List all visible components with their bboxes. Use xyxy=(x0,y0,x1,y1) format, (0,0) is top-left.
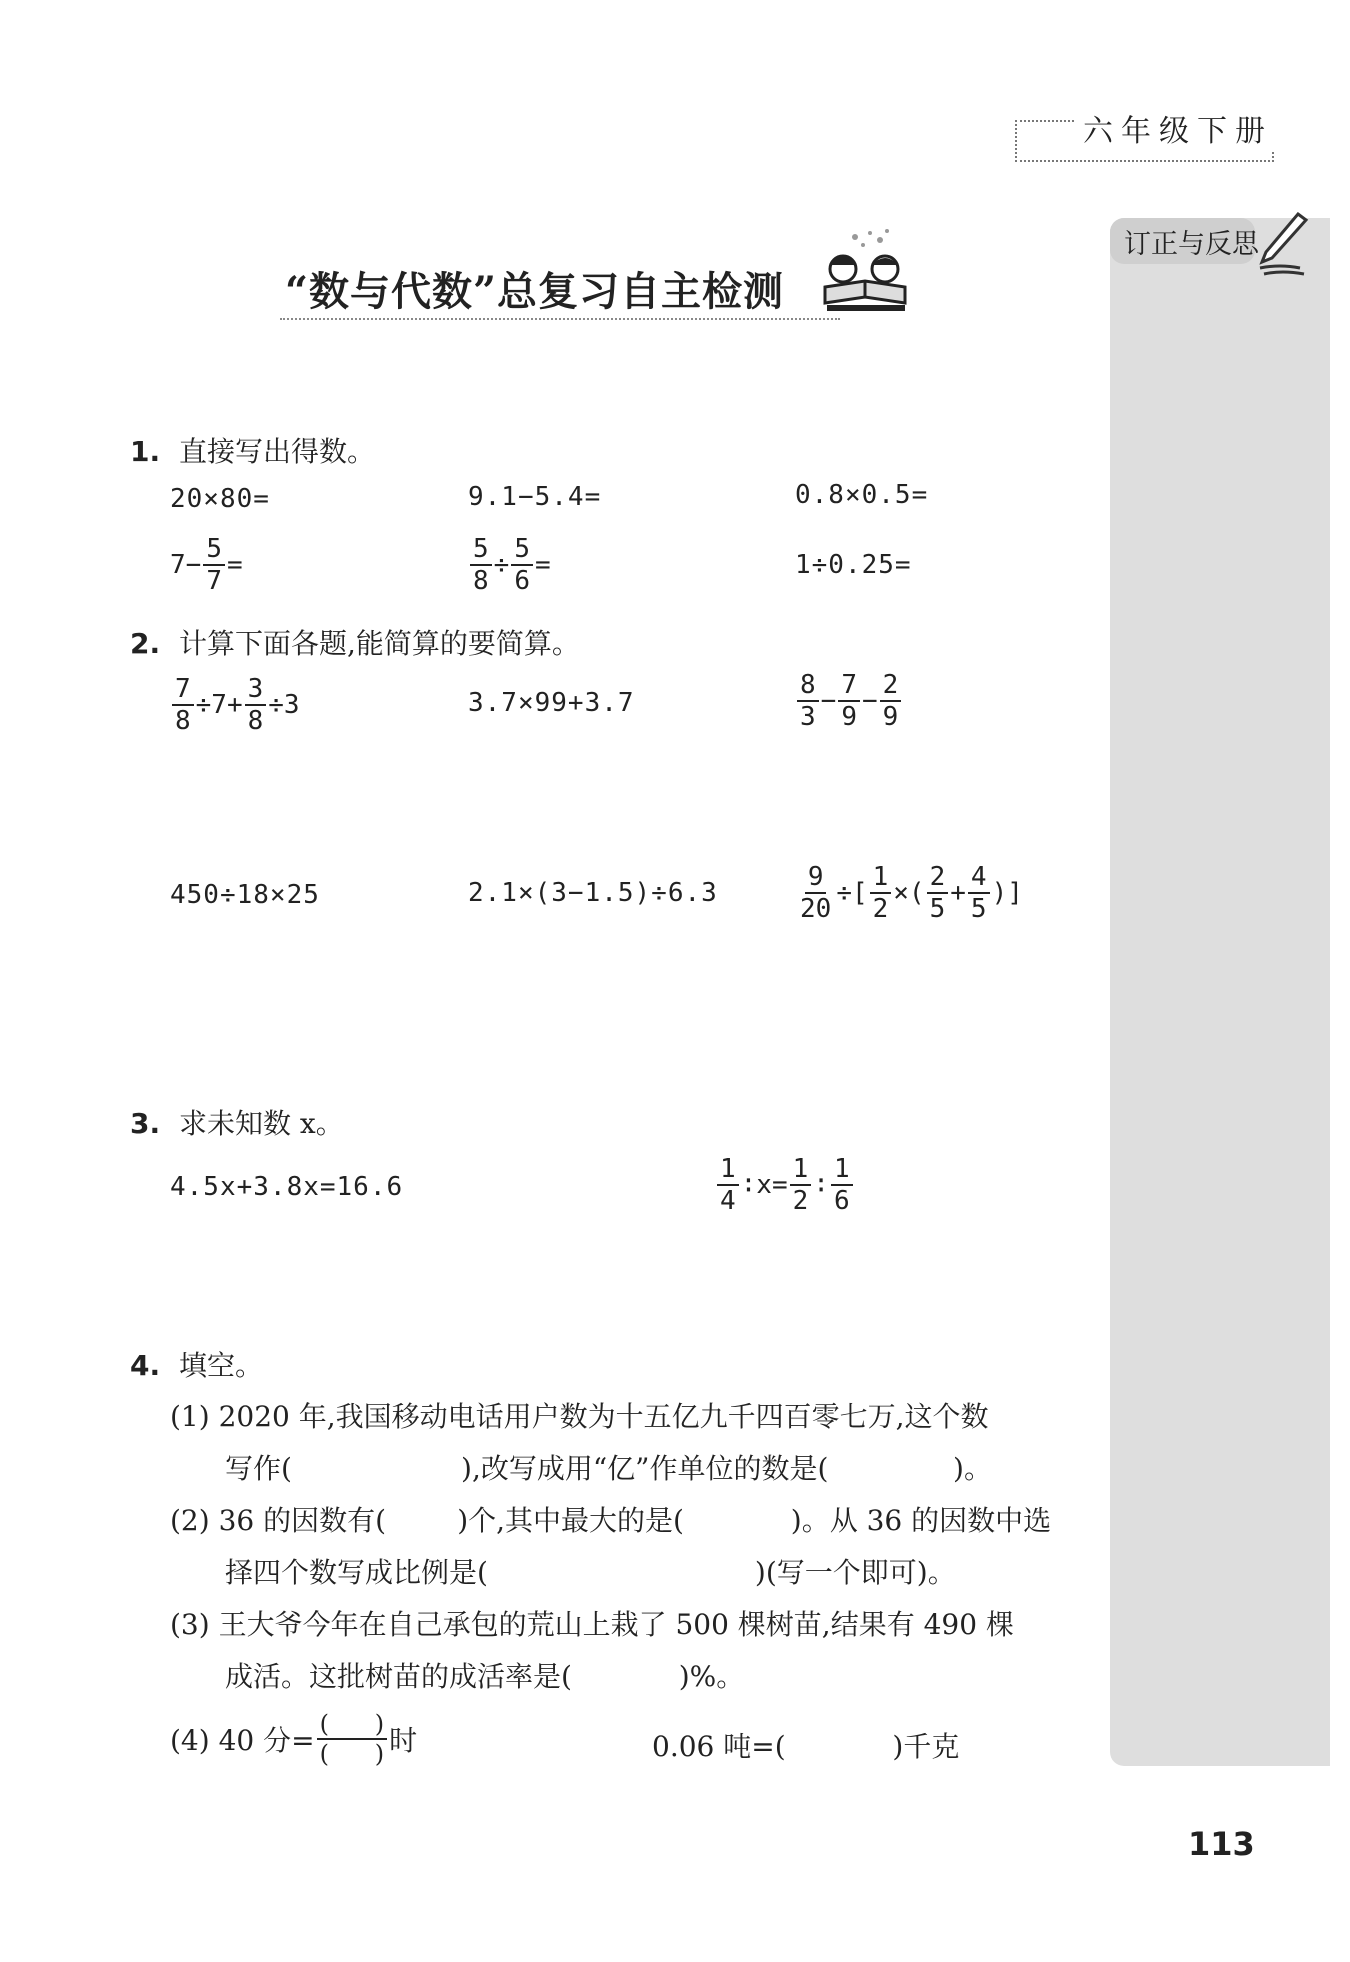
q1-item-2: 9.1−5.4= xyxy=(468,482,602,512)
numerator: 7 xyxy=(838,672,860,702)
operator: ×( xyxy=(893,878,925,908)
q2-expr-1 xyxy=(170,676,300,734)
q1-f2-fraction-2 xyxy=(511,536,533,594)
operator: ÷[ xyxy=(836,878,868,908)
numerator: 5 xyxy=(470,536,492,566)
operator: − xyxy=(820,686,837,716)
q3-number: 3. xyxy=(130,1107,161,1140)
q1-item-6: 1÷0.25= xyxy=(795,550,912,580)
q1-item-3: 0.8×0.5= xyxy=(795,480,929,510)
q1-f1-fraction xyxy=(203,536,225,594)
denominator: 6 xyxy=(833,1186,850,1216)
q1-f1-left: 7− xyxy=(170,550,202,580)
operator: ÷7+ xyxy=(195,690,243,720)
sidebar-label: 订正与反思 xyxy=(1124,229,1259,260)
q1-f2-fraction-1 xyxy=(470,536,492,594)
fraction xyxy=(880,672,902,730)
fraction xyxy=(245,676,267,734)
fraction xyxy=(797,864,834,922)
q1-f2-op: ÷ xyxy=(493,550,510,580)
fraction xyxy=(790,1156,812,1214)
grade-label: 六年级下册 xyxy=(1075,106,1281,150)
q2-expr-3 xyxy=(795,672,903,730)
denominator: 2 xyxy=(792,1186,809,1216)
numerator: 1 xyxy=(831,1156,853,1186)
q4-part3-line1: (3) 王大爷今年在自己承包的荒山上栽了 500 棵树苗,结果有 490 棵 xyxy=(170,1608,1014,1641)
operator: + xyxy=(950,878,966,908)
page-number: 113 xyxy=(1188,1825,1255,1863)
q4-part4-unit: 时 xyxy=(389,1724,418,1757)
q4-part1-line1: (1) 2020 年,我国移动电话用户数为十五亿九千四百零七万,这个数 xyxy=(170,1400,989,1433)
denominator: 8 xyxy=(247,706,264,736)
numerator: 7 xyxy=(172,676,194,706)
numerator: 2 xyxy=(927,864,949,894)
q1-text: 直接写出得数。 xyxy=(179,435,376,468)
page-title: “数与代数”总复习自主检测 xyxy=(285,268,785,315)
q2-heading xyxy=(130,622,580,662)
q2-expr-6 xyxy=(795,864,1023,922)
q1-item-4 xyxy=(170,536,243,594)
denominator: 6 xyxy=(514,566,530,596)
q3-equation-1: 4.5x+3.8x=16.6 xyxy=(170,1172,404,1202)
denominator: 7 xyxy=(206,566,222,596)
q1-number: 1. xyxy=(130,435,161,468)
operator: )] xyxy=(991,878,1023,908)
q4-part3-line2: 成活。这批树苗的成活率是( )%。 xyxy=(225,1660,745,1693)
q2-number: 2. xyxy=(130,627,161,660)
denominator: 9 xyxy=(841,702,857,732)
numerator: 5 xyxy=(511,536,533,566)
q4-part4-prefix: (4) 40 分= xyxy=(170,1724,315,1757)
q4-part2-line2: 择四个数写成比例是( )(写一个即可)。 xyxy=(225,1556,956,1589)
q4-part4-left xyxy=(170,1712,417,1766)
fraction xyxy=(797,672,819,730)
operator: − xyxy=(861,686,878,716)
q4-part1-line2: 写作( ),改写成用“亿”作单位的数是( )。 xyxy=(225,1452,992,1485)
fraction xyxy=(870,864,892,922)
numerator: 4 xyxy=(968,864,990,894)
q4-number: 4. xyxy=(130,1349,161,1382)
numerator: 3 xyxy=(245,676,267,706)
operator: ÷3 xyxy=(268,690,300,720)
fraction xyxy=(172,676,194,734)
q1-f1-eq: = xyxy=(226,550,243,580)
denominator: 4 xyxy=(720,1186,736,1216)
numerator: 2 xyxy=(880,672,902,702)
fraction xyxy=(927,864,949,922)
denominator-blank: ( ) xyxy=(319,1740,385,1768)
fraction xyxy=(831,1156,853,1214)
numerator: 1 xyxy=(717,1156,739,1186)
denominator: 5 xyxy=(970,894,987,924)
q4-part4-fraction-blank xyxy=(317,1712,388,1766)
q2-expr-5: 2.1×(3−1.5)÷6.3 xyxy=(468,878,718,908)
q3-equation-2 xyxy=(715,1156,855,1214)
fraction xyxy=(968,864,990,922)
denominator: 2 xyxy=(872,894,889,924)
q2-expr-2: 3.7×99+3.7 xyxy=(468,688,635,718)
q4-part4-right: 0.06 吨=( )千克 xyxy=(652,1730,960,1763)
q2-text: 计算下面各题,能简算的要简算。 xyxy=(179,627,580,660)
q1-f2-eq: = xyxy=(534,550,551,580)
denominator: 3 xyxy=(800,702,816,732)
fraction xyxy=(717,1156,739,1214)
denominator: 8 xyxy=(473,566,489,596)
operator: ∶x= xyxy=(740,1170,788,1200)
denominator: 9 xyxy=(882,702,899,732)
fraction xyxy=(838,672,860,730)
q1-item-5 xyxy=(468,536,551,594)
numerator: 1 xyxy=(870,864,892,894)
operator: ∶ xyxy=(813,1170,829,1200)
numerator: 1 xyxy=(790,1156,812,1186)
title-underline xyxy=(280,318,840,320)
reading-kids-illustration xyxy=(815,225,915,315)
denominator: 8 xyxy=(175,706,191,736)
numerator: 9 xyxy=(805,864,827,894)
q1-heading xyxy=(130,430,375,470)
q4-part2-line1: (2) 36 的因数有( )个,其中最大的是( )。从 36 的因数中选 xyxy=(170,1504,1052,1537)
q1-item-1: 20×80= xyxy=(170,484,270,514)
numerator: 5 xyxy=(203,536,225,566)
numerator-blank: ( ) xyxy=(317,1712,388,1740)
q3-text: 求未知数 x。 xyxy=(179,1107,344,1140)
q4-text: 填空。 xyxy=(179,1349,264,1382)
q3-heading xyxy=(130,1102,344,1142)
pencil-icon xyxy=(1250,210,1310,280)
denominator: 20 xyxy=(800,894,832,924)
q4-heading xyxy=(130,1344,263,1384)
q2-expr-4: 450÷18×25 xyxy=(170,880,320,910)
correction-sidebar xyxy=(1110,218,1330,1766)
denominator: 5 xyxy=(929,894,946,924)
numerator: 8 xyxy=(797,672,819,702)
